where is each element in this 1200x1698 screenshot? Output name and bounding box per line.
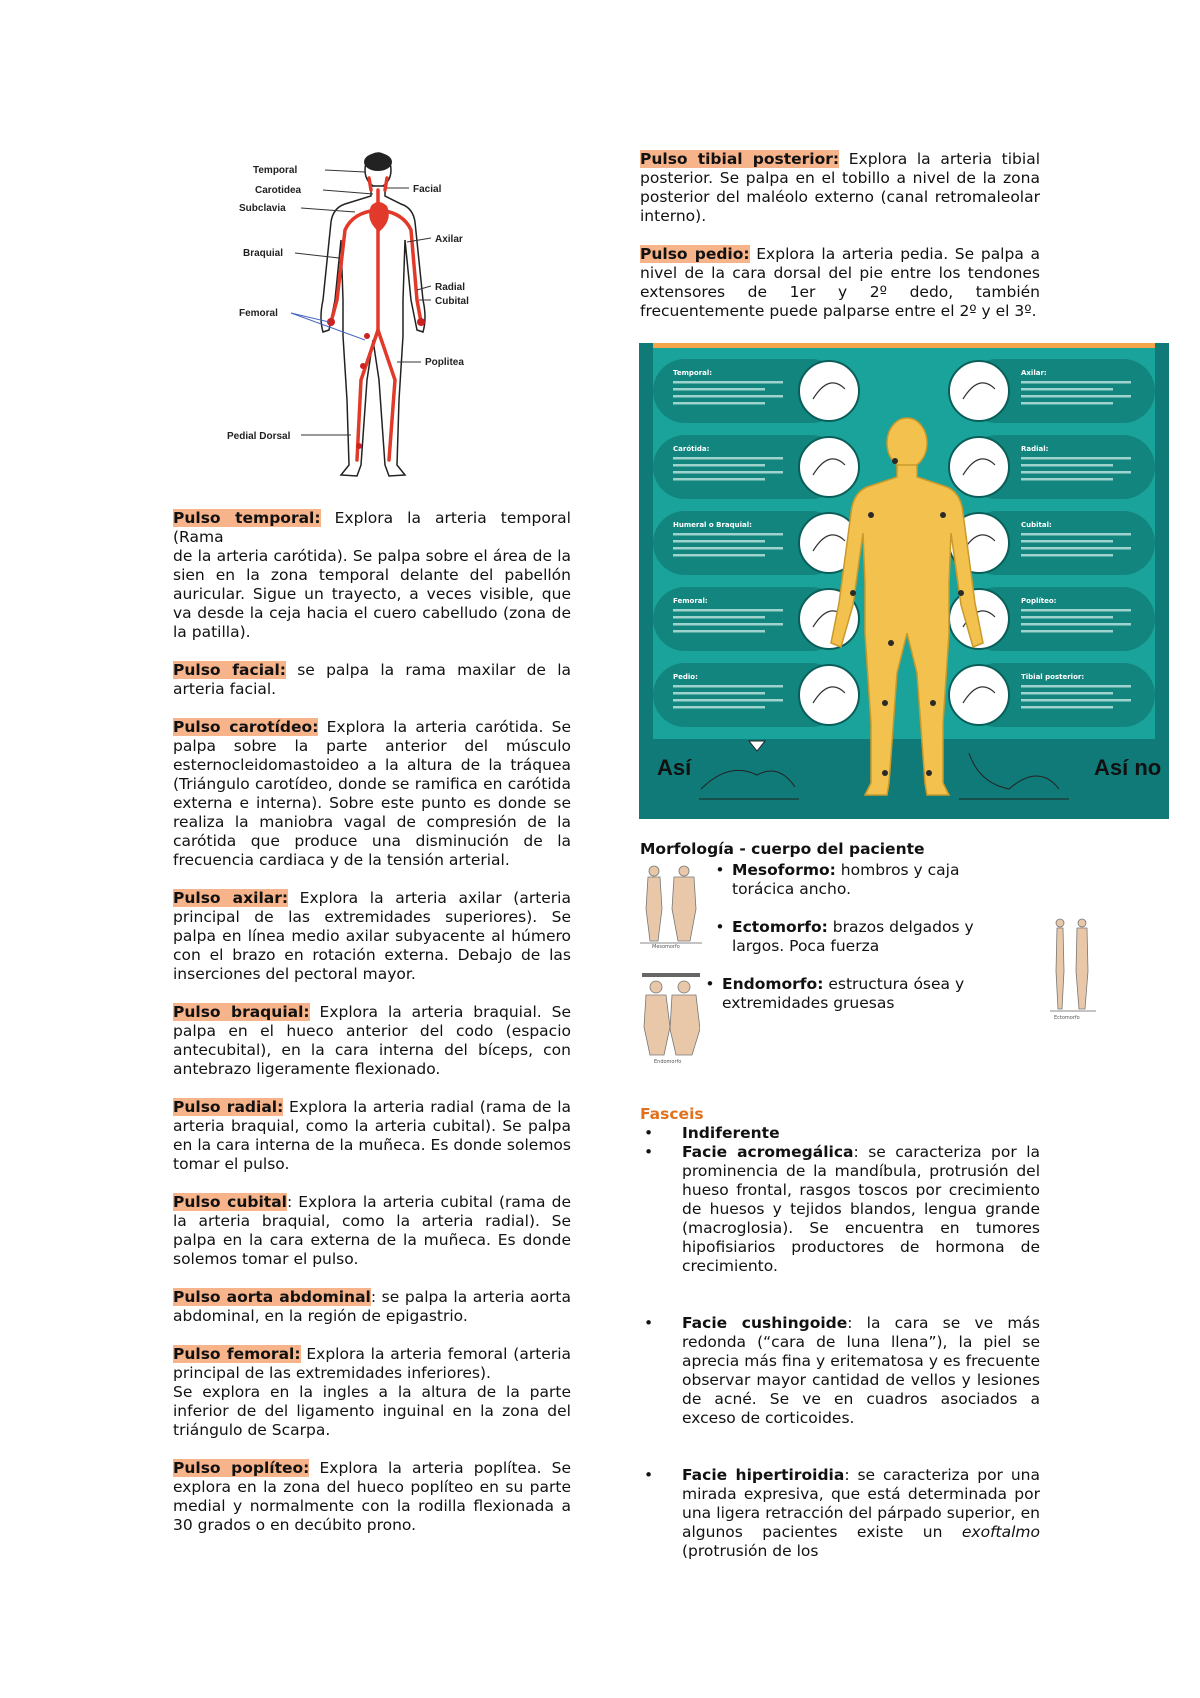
list-item (640, 1143, 1040, 1276)
pulse-radial-text: Explora la arteria radial (rama de la arteria braquial, como la arteria cubital). Se palpa en la cara interna de la muñeca. Es donde solemos tomar el pulso. (173, 1098, 572, 1173)
ectomorfo-desc: brazos delgados y largos. Poca fuerza (732, 918, 974, 955)
fasceis-title: Fasceis (640, 1105, 704, 1123)
pulse-popliteo (173, 1459, 571, 1535)
pill-label-right-0: Axilar: (1021, 369, 1047, 377)
pulse-carotideo (173, 718, 571, 870)
pulse-tibial-title: Pulso tibial posterior: (640, 150, 840, 168)
pulse-axilar-text: Explora la arteria axilar (arteria principal de las extremidades superiores). Se palpa en línea medio axilar subyacente al húmero con el brazo en rotación externa. Debajo de las inserciones del pectoral mayor. (173, 889, 571, 983)
bullet-icon: • (705, 975, 715, 993)
bullet-icon: • (644, 1143, 654, 1161)
pulse-pedio-text: Explora la arteria pedia. Se palpa a nivel de la cara dorsal del pie entre los tendones extensores de 1er y 2º dedo, también frecuentemente puede palparse entre el 2º y el 3º. (640, 245, 1040, 320)
pulse-axilar-title: Pulso axilar: (173, 889, 289, 907)
right-pill-group (949, 359, 1155, 727)
pulse-facial-title: Pulso facial: (173, 661, 286, 679)
pill-label-right-4: Tibial posterior: (1021, 673, 1085, 681)
pulse-tibial-posterior (640, 150, 1040, 226)
pulse-cubital-text: : Explora la arteria cubital (rama de la arteria braquial, como la arteria radial). Se palpa en la cara externa de la muñeca. Es donde solemos tomar el pulso. (173, 1193, 571, 1268)
pulse-tibial-text: Explora la arteria tibial posterior. Se palpa en el tobillo a nivel de la zona posterior del maléolo externo (canal retromaleolar interno). (640, 150, 1040, 225)
facie-hipertiroidia-italic: exoftalmo (961, 1523, 1040, 1541)
arterial-pulse-diagram (173, 150, 571, 490)
pill-label-left-2: Humeral o Braquial: (673, 521, 752, 529)
endomorfo-name: Endomorfo: (722, 975, 824, 993)
pulse-radial-title: Pulso radial: (173, 1098, 284, 1116)
ectomorph-figure (1050, 913, 1096, 1021)
pulse-aorta-title: Pulso aorta abdominal (173, 1288, 371, 1306)
pulse-radial (173, 1098, 571, 1174)
label-braquial: Braquial (243, 248, 284, 259)
pulse-pill-right-2 (949, 511, 1155, 575)
endomorph-caption: Endomorfo (654, 1059, 682, 1065)
pulse-points-infographic (639, 343, 1169, 819)
pulse-carotideo-title: Pulso carotídeo: (173, 718, 319, 736)
left-pill-group (653, 359, 859, 727)
asi-label: Así (657, 755, 692, 780)
pulse-temporal (173, 509, 571, 642)
pulse-pedio-title: Pulso pedio: (640, 245, 750, 263)
pill-label-left-4: Pedio: (673, 673, 698, 681)
pulse-femoral-text2: Se explora en la ingles a la altura de la parte inferior de del ligamento inguinal en la zona del triángulo de Scarpa. (173, 1383, 571, 1439)
bullet-icon: • (715, 861, 725, 879)
label-poplitea: Poplitea (425, 357, 464, 368)
pulse-aorta-abdominal (173, 1288, 571, 1326)
left-column (173, 150, 571, 1554)
pill-label-right-1: Radial: (1021, 445, 1049, 453)
pulse-femoral (173, 1345, 571, 1440)
facie-hipertiroidia-tail: (protrusión de los (682, 1542, 819, 1560)
pulse-popliteo-text: Explora la arteria poplítea. Se explora en la zona del hueco poplíteo en su parte medial y normalmente con la rodilla flexionada a 30 grados o en decúbito prono. (173, 1459, 571, 1534)
pulse-pill-right-1 (949, 435, 1155, 499)
pulse-temporal-text: Explora la arteria temporal (Rama (173, 509, 571, 546)
morfologia-section (640, 861, 1080, 1093)
pulse-femoral-text: Explora la arteria femoral (arteria principal de las extremidades inferiores). (173, 1345, 572, 1382)
label-temporal: Temporal (253, 165, 298, 176)
pulse-pill-left-1 (653, 435, 859, 499)
label-axilar: Axilar (435, 234, 463, 245)
facie-indiferente-name: Indiferente (682, 1124, 780, 1142)
pill-label-left-0: Temporal: (673, 369, 713, 377)
facie-hipertiroidia-desc: : se caracteriza por una mirada expresiva, que está determinada por una ligera retracción del párpado superior, en algunos pacientes existe un (682, 1466, 1040, 1541)
endomorph-figure (642, 973, 700, 1065)
list-item (640, 1124, 1040, 1143)
pulse-facial (173, 661, 571, 699)
list-item (640, 1314, 1040, 1428)
pulse-popliteo-title: Pulso poplíteo: (173, 1459, 310, 1477)
label-facial: Facial (413, 184, 442, 195)
fasceis-list (640, 1124, 1040, 1561)
label-radial: Radial (435, 282, 466, 293)
bullet-icon: • (715, 918, 725, 936)
pulse-aorta-text: : se palpa la arteria aorta abdominal, en la región de epigastrio. (173, 1288, 571, 1325)
pulse-pedio (640, 245, 1040, 321)
list-item (640, 1466, 1040, 1561)
asi-no-label: Así no (1094, 755, 1162, 780)
facie-cushingoide-desc: : la cara se ve más redonda (“cara de luna llena”), la piel se aprecia más fina y eritematosa y es frecuente observar mayor cantidad de vellos y lesiones de acné. Se ve en cuadros asociados a exceso de corticoides. (682, 1314, 1040, 1427)
pulse-cubital (173, 1193, 571, 1269)
mesoformo-desc: hombros y caja torácica ancho. (732, 861, 960, 898)
pulse-pill-left-3 (653, 587, 859, 651)
pill-label-left-3: Femoral: (673, 597, 708, 605)
pulse-femoral-title: Pulso femoral: (173, 1345, 301, 1363)
mesomorph-figure (640, 861, 702, 949)
pulse-pill-right-4 (949, 663, 1155, 727)
label-cubital: Cubital (435, 296, 469, 307)
mesoformo-name: Mesoformo: (732, 861, 836, 879)
pulse-braquial (173, 1003, 571, 1079)
pulse-cubital-title: Pulso cubital (173, 1193, 287, 1211)
pulse-pill-left-2 (653, 511, 859, 575)
label-pedial-dorsal: Pedial Dorsal (227, 431, 291, 442)
pulse-pill-left-0 (653, 359, 859, 423)
bullet-icon: • (644, 1124, 654, 1142)
pulse-temporal-text2: de la arteria carótida). Se palpa sobre el área de la sien en la zona temporal delante del pabellón auricular. Sigue un trayecto, a veces visible, que va desde la ceja hacia el cuero cabelludo (zona de la patilla). (173, 547, 571, 641)
morph-item-ectomorfo (708, 918, 998, 956)
mesomorph-caption: Mesomorfo (652, 944, 680, 949)
pulse-pill-right-0 (949, 359, 1155, 423)
label-femoral: Femoral (239, 308, 278, 319)
label-subclavia: Subclavia (239, 203, 286, 214)
label-carotidea: Carotidea (255, 185, 302, 196)
pulse-braquial-title: Pulso braquial: (173, 1003, 310, 1021)
pill-label-right-3: Poplíteo: (1021, 597, 1057, 605)
morph-item-endomorfo (698, 975, 978, 1013)
facie-acromegalica-desc: : se caracteriza por la prominencia de la mandíbula, protrusión del hueso frontal, rasgos toscos por crecimiento de huesos y tejidos blandos, lengua grande (macroglosia). Se encuentra en tumores hipofisiarios productores de hormona de crecimiento. (682, 1143, 1040, 1275)
pulse-pill-left-4 (653, 663, 859, 727)
pulse-facial-text: se palpa la rama maxilar de la arteria facial. (173, 661, 572, 698)
pulse-braquial-text: Explora la arteria braquial. Se palpa en el hueco anterior del codo (espacio antecubital), en la cara interna del bíceps, con antebrazo ligeramente flexionado. (173, 1003, 572, 1078)
morph-item-mesoformo (708, 861, 998, 899)
pill-label-left-1: Carótida: (673, 445, 710, 453)
facie-hipertiroidia-name: Facie hipertiroidia (682, 1466, 845, 1484)
pill-label-right-2: Cubital: (1021, 521, 1052, 529)
bullet-icon: • (644, 1466, 654, 1484)
bullet-icon: • (644, 1314, 654, 1332)
facie-acromegalica-name: Facie acromegálica (682, 1143, 854, 1161)
ectomorph-caption: Ectomorfo (1054, 1015, 1080, 1021)
pulse-carotideo-text: Explora la arteria carótida. Se palpa sobre la parte anterior del músculo esternocleidomastoideo a la altura de la tráquea (Triángulo carotídeo, donde se ramifica en carótida externa e interna). Sobre este punto es donde se realiza la maniobra vagal de compresión de la carótida que produce una disminución de la frecuencia cardiaca y de la tensión arterial. (173, 718, 571, 869)
morfologia-title: Morfología - cuerpo del paciente (640, 840, 925, 858)
pulse-axilar (173, 889, 571, 984)
facie-cushingoide-name: Facie cushingoide (682, 1314, 848, 1332)
endomorfo-desc: estructura ósea y extremidades gruesas (722, 975, 965, 1012)
pulse-temporal-title: Pulso temporal: (173, 509, 321, 527)
right-column (640, 150, 1162, 1561)
ectomorfo-name: Ectomorfo: (732, 918, 828, 936)
